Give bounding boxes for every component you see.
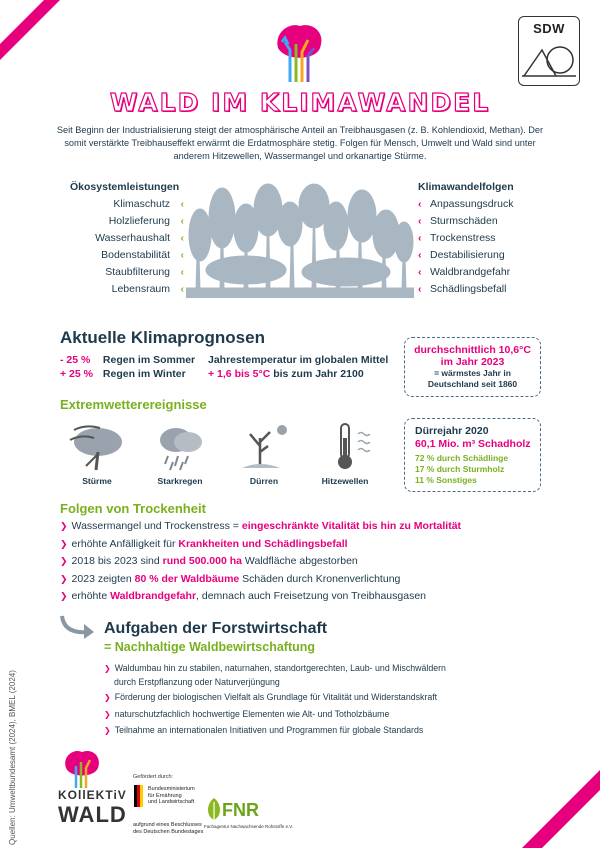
kollektiv-wordmark: KOllEKTiV xyxy=(58,788,127,802)
drought-icon xyxy=(236,420,292,472)
other-share: 11 % Sonstiges xyxy=(415,475,477,485)
sdw-trees-icon xyxy=(520,36,578,82)
drought-item xyxy=(60,536,540,554)
corner-decoration-bottom-right-inner xyxy=(542,790,600,848)
drought-item xyxy=(60,553,540,571)
arrow-right-icon: ❯ xyxy=(60,591,68,601)
summer-rain-label: Regen im Sommer xyxy=(102,354,196,366)
ecosystem-item-label: Wasserhaushalt xyxy=(95,232,170,244)
ecosystem-item-label: Holzlieferung xyxy=(108,215,170,227)
chevron-left-icon: ‹ xyxy=(418,232,422,244)
kollektiv-wald-tree-logo-icon xyxy=(268,20,330,82)
climate-effect-item xyxy=(418,264,558,281)
forecast-heading: Aktuelle Klimaprognosen xyxy=(60,328,265,347)
chevron-left-icon: ‹ xyxy=(418,215,422,227)
drought-item-highlight: 80 % der Waldbäume xyxy=(134,572,240,585)
temperature-forecast xyxy=(208,353,388,381)
fnr-leaf-icon xyxy=(204,796,224,822)
chevron-left-icon: ‹ xyxy=(418,198,422,210)
ecosystem-item-label: Staubfilterung xyxy=(105,266,170,278)
forestry-list xyxy=(104,662,524,738)
arrow-right-icon: ❯ xyxy=(60,521,68,531)
heatwave-thermometer-icon xyxy=(324,420,380,472)
climate-effect-item xyxy=(418,230,558,247)
forestry-item xyxy=(104,708,524,722)
temperature-rest: bis zum Jahr 2100 xyxy=(273,368,364,380)
decision-line: des Deutschen Bundestages xyxy=(133,828,204,835)
forestry-heading: Aufgaben der Forstwirtschaft xyxy=(104,620,328,637)
drought-year: Dürrejahr 2020 xyxy=(415,425,489,437)
heavy-rain-label: Starkregen xyxy=(157,476,203,486)
drought-item-text: Waldfläche abgestorben xyxy=(242,555,358,567)
arrow-right-icon: ❯ xyxy=(104,664,111,673)
curved-arrow-icon xyxy=(58,612,98,640)
climate-effect-label: Sturmschäden xyxy=(430,215,498,227)
chevron-left-icon: ‹ xyxy=(180,266,184,278)
winter-rain-value: + 25 % xyxy=(60,368,93,380)
sdw-logo-text: SDW xyxy=(533,21,565,36)
drought-item-text: 2023 zeigten xyxy=(71,572,135,585)
summer-rain-value: - 25 % xyxy=(60,354,91,366)
drought-item xyxy=(60,518,540,536)
ministry-name xyxy=(148,786,195,806)
wald-wordmark: WALD xyxy=(58,802,127,827)
arrow-right-icon: ❯ xyxy=(104,709,111,719)
chevron-left-icon: ‹ xyxy=(418,249,422,261)
forestry-item xyxy=(104,691,524,705)
sdw-logo xyxy=(518,16,580,86)
forestry-item-text: Förderung der biologischen Vielfalt als Grundlage für Vitalität und Widerstandskraft xyxy=(114,692,438,702)
drought-item-text: erhöhte Anfälligkeit für xyxy=(71,537,179,550)
temperature-value: + 1,6 bis 5°C xyxy=(208,368,271,380)
sources-text: Quellen: Umweltbundesamt (2024), BMEL (2024) xyxy=(8,670,17,845)
forestry-subheading: = Nachhaltige Waldbewirtschaftung xyxy=(104,640,316,654)
climate-effect-item xyxy=(418,196,558,213)
drought-item-text: Schäden durch Kronenverlichtung xyxy=(239,572,401,585)
climate-effect-label: Schädlingsbefall xyxy=(430,283,507,295)
temperature-heading: Jahrestemperatur im globalen Mittel xyxy=(208,354,389,366)
forestry-item xyxy=(104,662,524,676)
arrow-right-icon: ❯ xyxy=(60,556,68,566)
drought-item-highlight: rund 500.000 ha xyxy=(162,555,242,567)
storm-icon xyxy=(66,420,128,472)
intro-text: Seit Beginn der Industrialisierung steigt der atmosphärische Anteil an Treibhausgasen (z. B. Kohlendioxid, Methan). Der somit verstärkte Treibhauseffekt erwärmt die Erdatmosphäre stetig. Folgen für Mensch, Umwelt und Wald sind unter anderem Hitzewellen, Wassermangel und orkanartige Stürme. xyxy=(56,125,544,161)
forest-silhouette-illustration xyxy=(186,180,414,298)
storm-share: 17 % durch Sturmholz xyxy=(415,464,505,474)
ecosystem-item-label: Bodenstabilität xyxy=(101,249,170,261)
record-note-2: Deutschland seit 1860 xyxy=(427,379,518,389)
pests-share: 72 % durch Schädlinge xyxy=(415,453,509,463)
decision-line: aufgrund eines Beschlusses xyxy=(133,822,202,828)
drought-consequences-list xyxy=(60,518,540,606)
ecosystem-list xyxy=(60,196,184,298)
ministry-line: und Landwirtschaft xyxy=(148,799,195,805)
record-note-1: = wärmstes Jahr in xyxy=(434,368,511,378)
drought-year-box xyxy=(404,418,541,492)
forestry-item-text: naturschutzfachlich hochwertige Elementen wie Alt- und Totholzbäume xyxy=(114,708,390,719)
ecosystem-item-label: Klimaschutz xyxy=(113,198,170,210)
chevron-left-icon: ‹ xyxy=(180,283,184,295)
chevron-left-icon: ‹ xyxy=(180,215,184,227)
ecosystem-item xyxy=(60,281,184,298)
arrow-right-icon: ❯ xyxy=(60,573,68,584)
climate-effects-heading: Klimawandelfolgen xyxy=(418,181,514,193)
ecosystem-heading: Ökosystemleistungen xyxy=(70,181,180,193)
drought-item xyxy=(60,571,540,589)
corner-decoration-top-left-inner xyxy=(0,0,44,44)
drought-item-highlight: eingeschränkte Vitalität bis hin zu Mortalität xyxy=(241,520,462,532)
chevron-left-icon: ‹ xyxy=(180,232,184,244)
drought-item-text: , demnach auch Freisetzung von Treibhausgasen xyxy=(196,590,427,602)
damaged-wood-amount: 60,1 Mio. m³ Schadholz xyxy=(415,438,531,450)
chevron-left-icon: ‹ xyxy=(180,249,184,261)
page-title: WALD IM KLIMAWANDEL xyxy=(109,88,491,117)
drought-item-text: Wassermangel und Trockenstress = xyxy=(71,520,242,532)
fnr-logo-text: FNR xyxy=(222,800,259,820)
chevron-left-icon: ‹ xyxy=(180,198,184,210)
ecosystem-item xyxy=(60,264,184,281)
record-avg-temp: durchschnittlich 10,6°C xyxy=(414,344,531,356)
climate-effect-label: Trockenstress xyxy=(430,232,496,244)
ecosystem-item xyxy=(60,196,184,213)
heatwave-label: Hitzewellen xyxy=(321,476,369,486)
record-year-box xyxy=(404,337,541,397)
drought-item-highlight: Waldbrandgefahr xyxy=(110,590,197,602)
climate-effect-item xyxy=(418,213,558,230)
drought-item-text: 2018 bis 2023 sind xyxy=(71,555,163,567)
ministry-line: Bundesministerium xyxy=(148,786,195,792)
funded-by-label: Gefördert durch: xyxy=(133,774,174,780)
record-year: im Jahr 2023 xyxy=(440,356,505,368)
rain-forecast xyxy=(60,353,195,381)
climate-effect-item xyxy=(418,281,558,298)
drought-item xyxy=(60,588,540,606)
forestry-item-text: Waldumbau hin zu stabilen, naturnahen, standortgerechten, Laub- und Mischwäldern xyxy=(114,663,446,673)
drought-item-text: erhöhte xyxy=(71,590,111,602)
chevron-left-icon: ‹ xyxy=(418,283,422,295)
fnr-subtitle: Fachagentur Nachwachsende Rohstoffe e.V. xyxy=(204,824,294,829)
forestry-item-text: Teilnahme an internationalen Initiativen und Programmen für globale Standards xyxy=(114,725,424,735)
drought-item-highlight: Krankheiten und Schädlingsbefall xyxy=(178,537,348,550)
storm-label: Stürme xyxy=(82,476,112,486)
climate-effects-list xyxy=(418,196,558,298)
climate-effect-label: Destabilisierung xyxy=(430,249,505,261)
arrow-right-icon: ❯ xyxy=(60,538,68,549)
forestry-item-text: durch Erstpflanzung oder Naturverjüngung xyxy=(114,676,280,687)
ecosystem-item xyxy=(60,247,184,264)
forestry-item xyxy=(104,724,524,738)
climate-effect-item xyxy=(418,247,558,264)
chevron-left-icon: ‹ xyxy=(418,266,422,278)
arrow-right-icon: ❯ xyxy=(104,693,111,702)
climate-effect-label: Waldbrandgefahr xyxy=(430,266,511,278)
bundestag-decision xyxy=(133,822,203,835)
ministry-line: für Ernährung xyxy=(148,792,182,799)
ecosystem-item-label: Lebensraum xyxy=(111,283,170,295)
federal-eagle-icon xyxy=(133,785,145,807)
winter-rain-label: Regen im Winter xyxy=(102,368,186,380)
ecosystem-item xyxy=(60,213,184,230)
heavy-rain-icon xyxy=(152,420,208,472)
drought-consequences-heading: Folgen von Trockenheit xyxy=(60,501,206,516)
arrow-right-icon: ❯ xyxy=(104,726,111,735)
climate-effect-label: Anpassungsdruck xyxy=(430,198,514,210)
ecosystem-item xyxy=(60,230,184,247)
kollektiv-wald-logo-icon xyxy=(60,748,104,788)
forestry-item-continuation xyxy=(104,676,524,689)
drought-label: Dürren xyxy=(249,476,279,486)
extreme-weather-heading: Extremwetterereignisse xyxy=(60,397,207,412)
